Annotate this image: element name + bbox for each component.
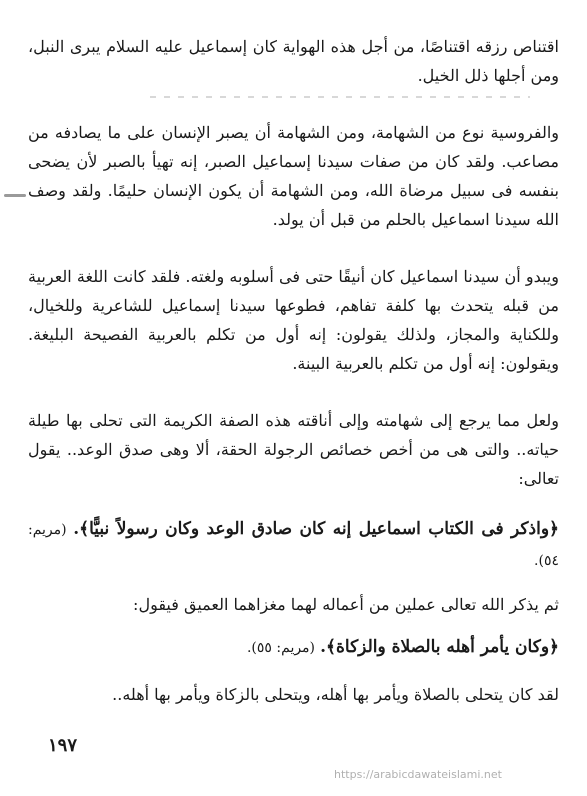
paragraph-text: ولعل مما يرجع إلى شهامته وإلى أناقته هذه الصفة الكريمة التى تحلى بها طيلة حياته.. والتى هى من أخص خصائص الرجولة الحقة، ألا وهى صدق الوعد.. يقول تعالى: bbox=[28, 411, 559, 488]
paragraph-1 bbox=[28, 32, 559, 90]
paragraph-6 bbox=[28, 680, 559, 709]
paragraph-2 bbox=[28, 118, 559, 234]
margin-mark bbox=[4, 194, 26, 197]
paragraph-text: اقتناص رزقه اقتناصًا، من أجل هذه الهواية كان إسماعيل عليه السلام يبرى النبل، ومن أجلها ذلل الخيل. bbox=[28, 37, 559, 85]
scan-artifact bbox=[150, 96, 530, 98]
paragraph-3 bbox=[28, 262, 559, 378]
quran-verse-2 bbox=[28, 632, 559, 663]
paragraph-text: ثم يذكر الله تعالى عملين من أعماله لهما مغزاهما العميق فيقول: bbox=[133, 595, 559, 614]
paragraph-5 bbox=[28, 590, 559, 619]
page-number: ١٩٧ bbox=[48, 735, 78, 756]
paragraph-text: والفروسية نوع من الشهامة، ومن الشهامة أن يصبر الإنسان على ما يصادفه من مصاعب. ولقد كان من صفات سيدنا إسماعيل الصبر، إنه تهيأ بالصبر لأن يضحى بنفسه فى سبيل مرضاة الله، ومن الشهامة أن يكون الإنسان حليمًا. ولقد وصف الله سيدنا اسماعيل بالحلم من قبل أن يولد. bbox=[28, 123, 559, 229]
verse-reference: (مريم: ٥٤). bbox=[28, 522, 559, 569]
watermark-url: https://arabicdawateislami.net bbox=[334, 768, 502, 781]
quran-verse-1 bbox=[28, 514, 559, 576]
verse-reference: (مريم: ٥٥). bbox=[246, 640, 316, 656]
paragraph-text: ويبدو أن سيدنا اسماعيل كان أنيقًا حتى فى أسلوبه ولغته. فلقد كانت اللغة العربية من قبله يتحدث بها كلفة تفاهم، فطوعها سيدنا إسماعيل للشاعرية وللخيال، وللكناية والمجاز، ولذلك يقولون: إنه أول من تكلم بالعربية الفصيحة البليغة. ويقولون: إنه أول من تكلم بالعربية البينة. bbox=[28, 267, 560, 373]
paragraph-text: لقد كان يتحلى بالصلاة ويأمر بها أهله، ويتحلى بالزكاة ويأمر بها أهله.. bbox=[112, 685, 559, 704]
quran-verse-text: ﴿واذكر فى الكتاب اسماعيل إنه كان صادق الوعد وكان رسولاً نبيًّا﴾. bbox=[73, 519, 559, 539]
paragraph-4 bbox=[28, 406, 559, 493]
quran-verse-text: ﴿وكان يأمر أهله بالصلاة والزكاة﴾. bbox=[320, 637, 559, 657]
